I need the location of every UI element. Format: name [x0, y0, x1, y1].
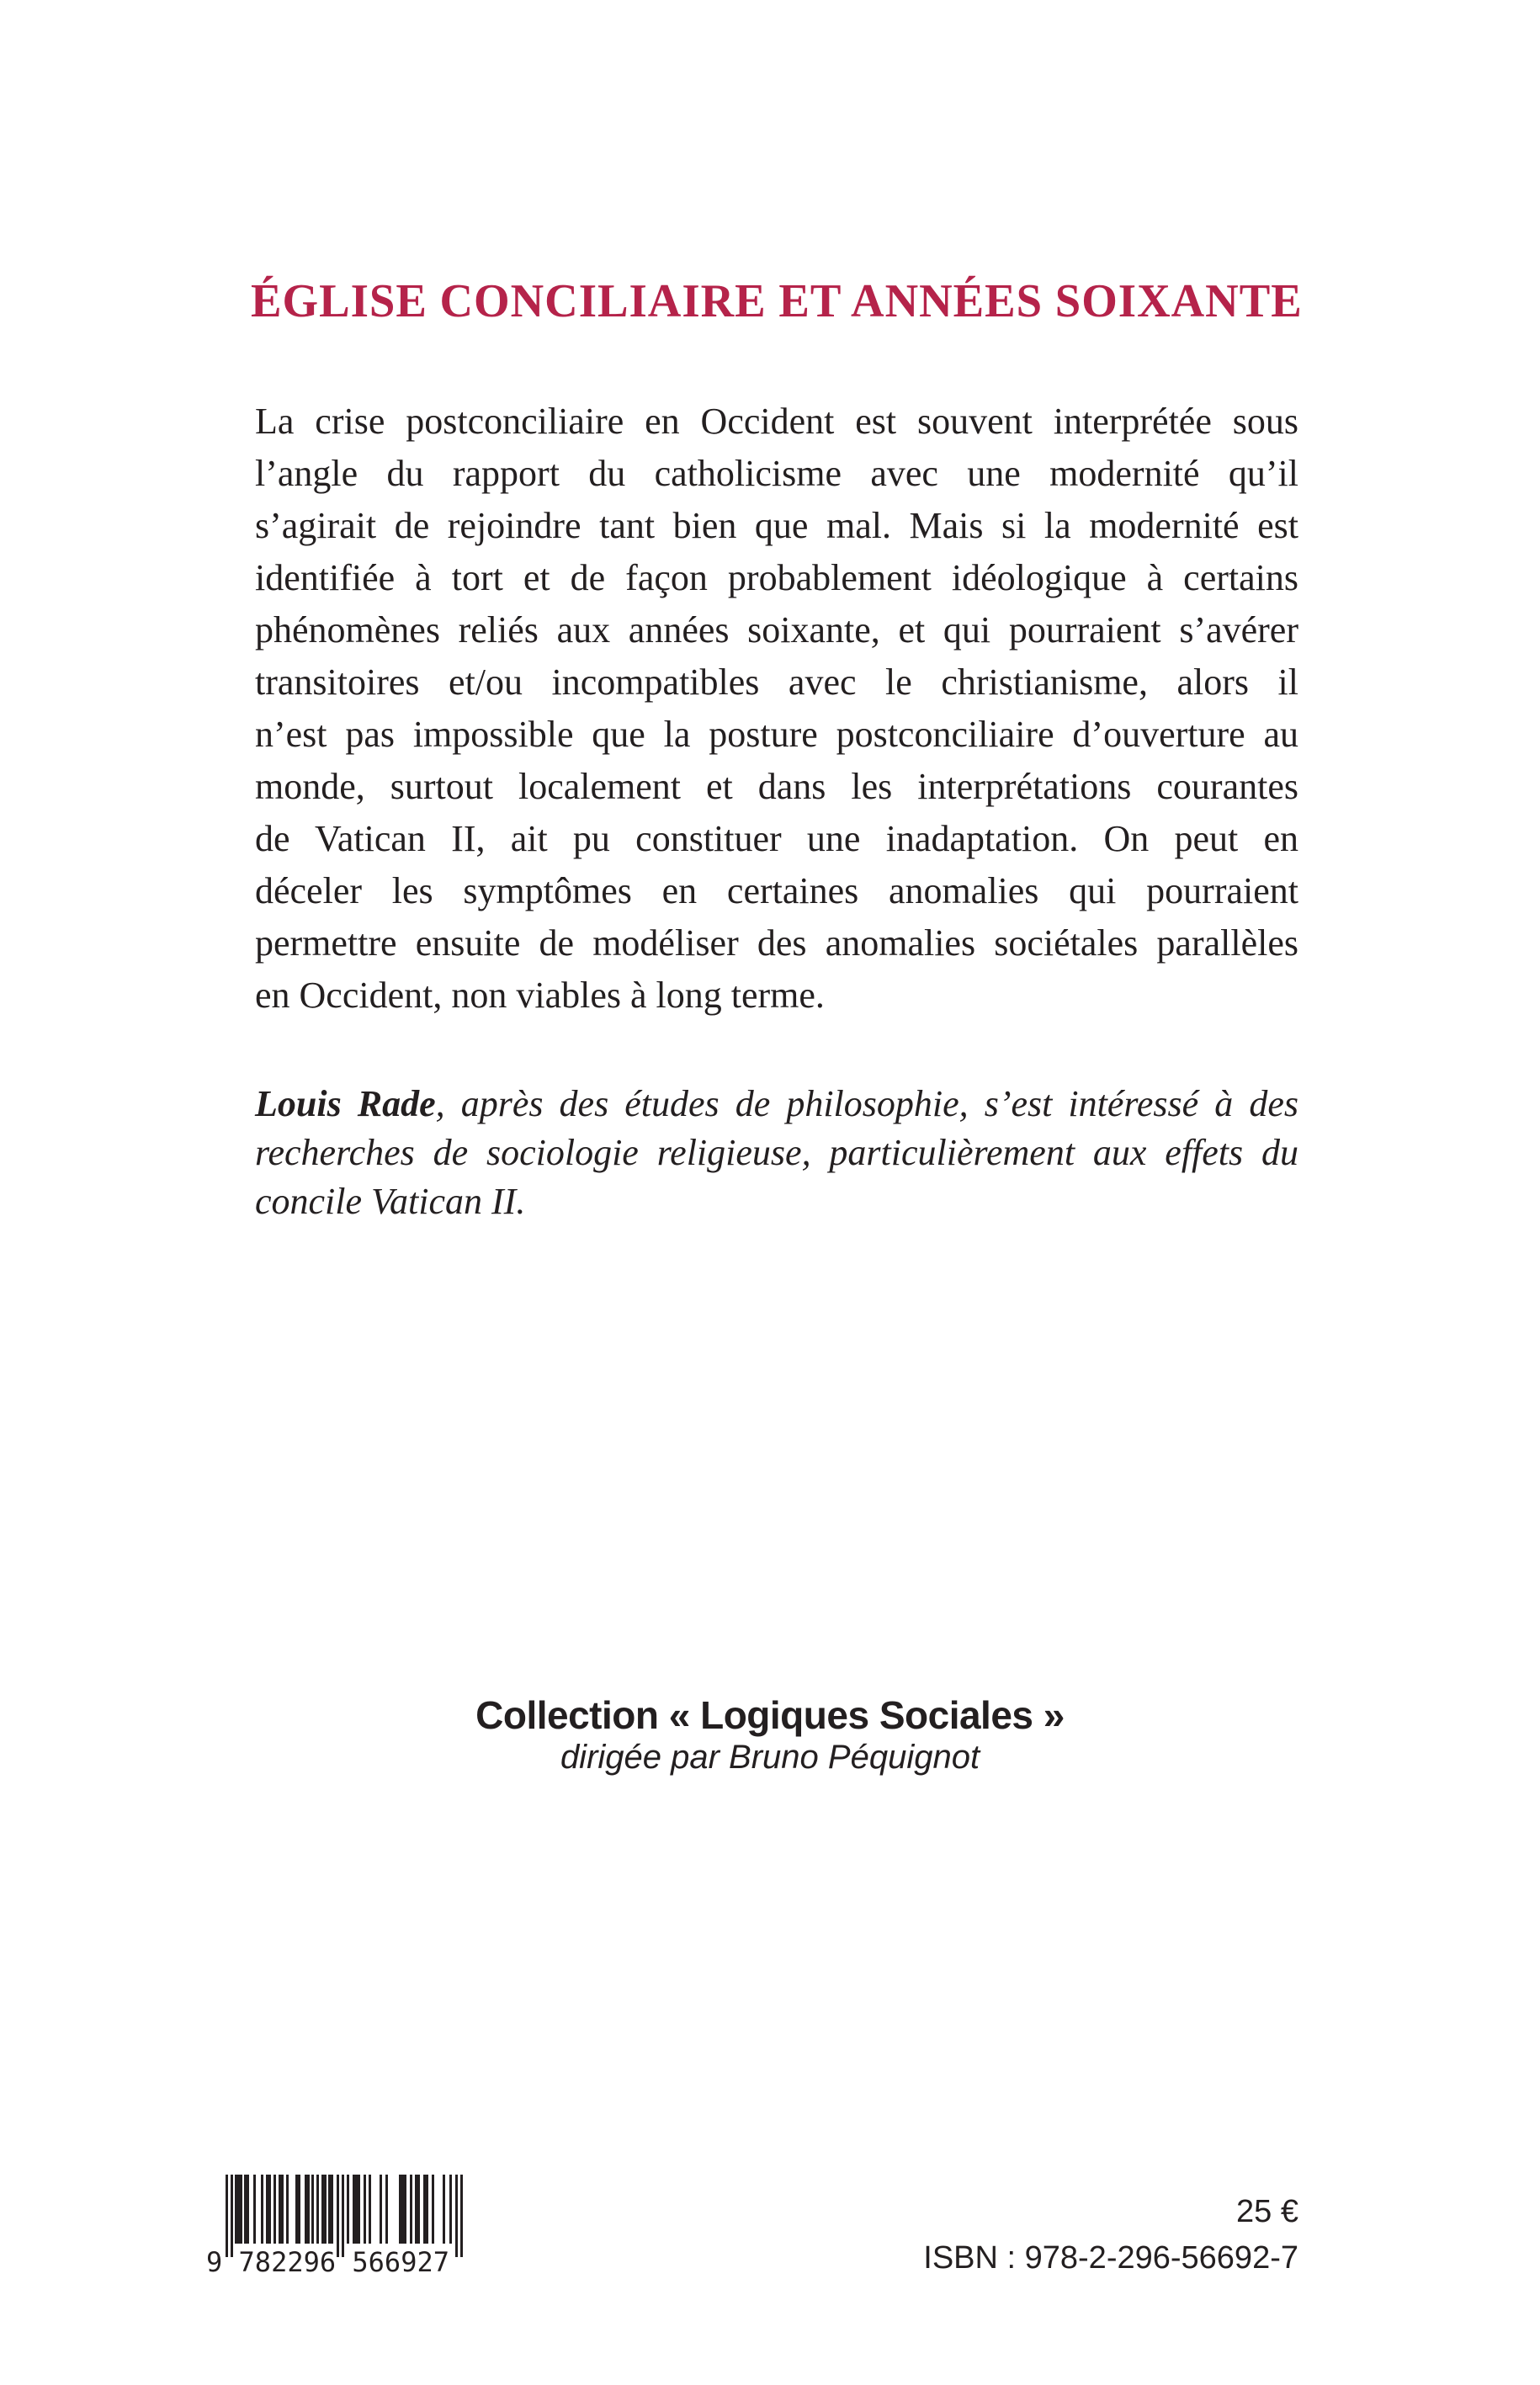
bio-line: [255, 1080, 1298, 1129]
barcode-digit-prefix: 9: [206, 2246, 223, 2278]
author-name: Louis Rade: [255, 1083, 436, 1124]
isbn-label: ISBN : 978-2-296-56692-7: [923, 2240, 1298, 2276]
synopsis-line: en Occident, non viables à long terme.: [255, 975, 825, 1016]
collection-info: [0, 1692, 1540, 1777]
synopsis-line: identifiée à tort et de façon probablement idéologique à certains: [255, 557, 1298, 598]
synopsis-line: La crise postconciliaire en Occident est souvent interprétée sous: [255, 401, 1298, 442]
synopsis-line: déceler les symptômes en certaines anomalies qui pourraient: [255, 870, 1298, 911]
barcode-icon: [206, 2175, 484, 2284]
synopsis-line: de Vatican II, ait pu constituer une inadaptation. On peut en: [255, 818, 1298, 859]
synopsis-line: n’est pas impossible que la posture postconciliaire d’ouverture au: [255, 714, 1298, 755]
collection-name: Collection « Logiques Sociales »: [475, 1693, 1065, 1737]
synopsis-line: s’agirait de rejoindre tant bien que mal. Mais si la modernité est: [255, 505, 1298, 546]
bio-line: recherches de sociologie religieuse, particulièrement aux effets du: [255, 1132, 1298, 1173]
price-label: 25 €: [1236, 2194, 1298, 2229]
bio-text: , après des études de philosophie, s’est intéressé à des: [435, 1083, 1298, 1124]
synopsis-line: phénomènes reliés aux années soixante, et qui pourraient s’avérer: [255, 609, 1298, 651]
synopsis-line: transitoires et/ou incompatibles avec le christianisme, alors il: [255, 661, 1298, 703]
barcode-digit-group: 782296: [238, 2246, 337, 2278]
book-title: ÉGLISE CONCILIAIRE ET ANNÉES SOIXANTE: [251, 275, 1303, 327]
synopsis-line: permettre ensuite de modéliser des anomalies sociétales parallèles: [255, 922, 1298, 964]
bio-line: concile Vatican II.: [255, 1181, 526, 1222]
synopsis-paragraph: [255, 396, 1298, 1022]
collection-director: dirigée par Bruno Péquignot: [560, 1739, 980, 1776]
synopsis-line: l’angle du rapport du catholicisme avec une modernité qu’il: [255, 453, 1298, 494]
author-bio: [255, 1080, 1298, 1226]
barcode-number: [206, 2245, 492, 2279]
synopsis-line: monde, surtout localement et dans les interprétations courantes: [255, 766, 1298, 807]
barcode-digit-group: 566927: [352, 2246, 449, 2278]
